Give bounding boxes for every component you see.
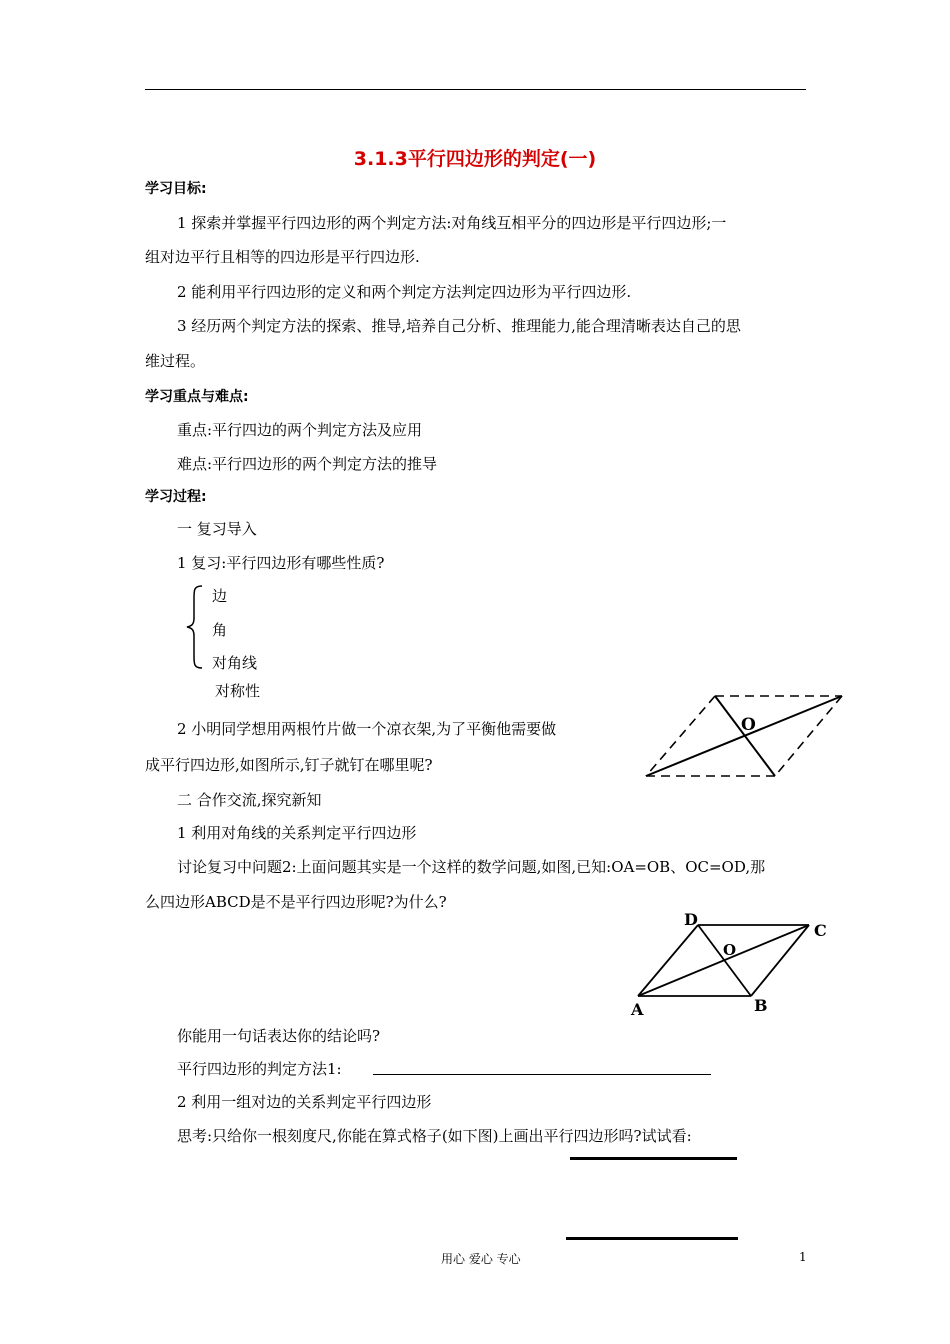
- review-question: 1 复习:平行四边形有哪些性质?: [177, 554, 385, 572]
- question-2-line1: 2 小明同学想用两根竹片做一个凉衣架,为了平衡他需要做: [177, 720, 557, 738]
- objective-3b: 维过程。: [145, 352, 206, 370]
- objective-3a: 3 经历两个判定方法的探索、推导,培养自己分析、推理能力,能合理清晰表达自己的思: [177, 317, 741, 335]
- section-explore: 二 合作交流,探究新知: [177, 791, 322, 809]
- objective-2: 2 能利用平行四边形的定义和两个判定方法判定四边形为平行四边形.: [177, 283, 632, 301]
- property-side: 边: [212, 587, 228, 605]
- discussion-line2: 么四边形ABCD是不是平行四边形呢?为什么?: [145, 893, 447, 911]
- property-diagonal: 对角线: [212, 654, 258, 672]
- keypoint-difficulty: 难点:平行四边形的两个判定方法的推导: [177, 455, 438, 473]
- vertex-a-label: A: [631, 1000, 644, 1019]
- subsection-opposite-sides: 2 利用一组对边的关系判定平行四边形: [177, 1093, 432, 1111]
- page-title: 3.1.3平行四边形的判定(一): [353, 148, 597, 170]
- objective-1a: 1 探索并掌握平行四边形的两个判定方法:对角线互相平分的四边形是平行四边形;一: [177, 214, 727, 232]
- keypoint-focus: 重点:平行四边的两个判定方法及应用: [177, 421, 423, 439]
- conclusion-question: 你能用一句话表达你的结论吗?: [177, 1027, 381, 1045]
- subsection-diagonals: 1 利用对角线的关系判定平行四边形: [177, 824, 417, 842]
- vertex-b-label: B: [754, 996, 768, 1015]
- method-1-label: 平行四边形的判定方法1:: [177, 1060, 342, 1078]
- drawing-line-top: [570, 1157, 737, 1160]
- discussion-line1: 讨论复习中问题2:上面问题其实是一个这样的数学问题,如图,已知:OA=OB、OC=OD,那: [177, 858, 766, 876]
- keypoints-heading: 学习重点与难点:: [145, 389, 249, 405]
- figure-hanger: [640, 690, 850, 782]
- vertex-d-label: D: [684, 910, 698, 929]
- property-symmetry: 对称性: [215, 682, 261, 700]
- objectives-heading: 学习目标:: [145, 181, 207, 197]
- header-rule: [145, 89, 806, 90]
- brace-icon: [184, 584, 208, 670]
- process-heading: 学习过程:: [145, 489, 207, 505]
- vertex-c-label: C: [814, 921, 827, 940]
- section-review: 一 复习导入: [177, 520, 257, 538]
- drawing-line-bottom: [566, 1237, 738, 1240]
- figure-abcd: [625, 905, 835, 1020]
- method-1-answer-blank[interactable]: [373, 1074, 711, 1075]
- question-2-line2: 成平行四边形,如图所示,钉子就钉在哪里呢?: [145, 756, 433, 774]
- figure-hanger-o-label: O: [741, 715, 756, 735]
- page-number: 1: [799, 1250, 807, 1264]
- center-o-label: O: [723, 941, 737, 959]
- footer-motto: 用心 爱心 专心: [441, 1252, 521, 1266]
- objective-1b: 组对边平行且相等的四边形是平行四边形.: [145, 248, 420, 266]
- think-prompt: 思考:只给你一根刻度尺,你能在算式格子(如下图)上画出平行四边形吗?试试看:: [177, 1127, 692, 1145]
- property-angle: 角: [212, 621, 228, 639]
